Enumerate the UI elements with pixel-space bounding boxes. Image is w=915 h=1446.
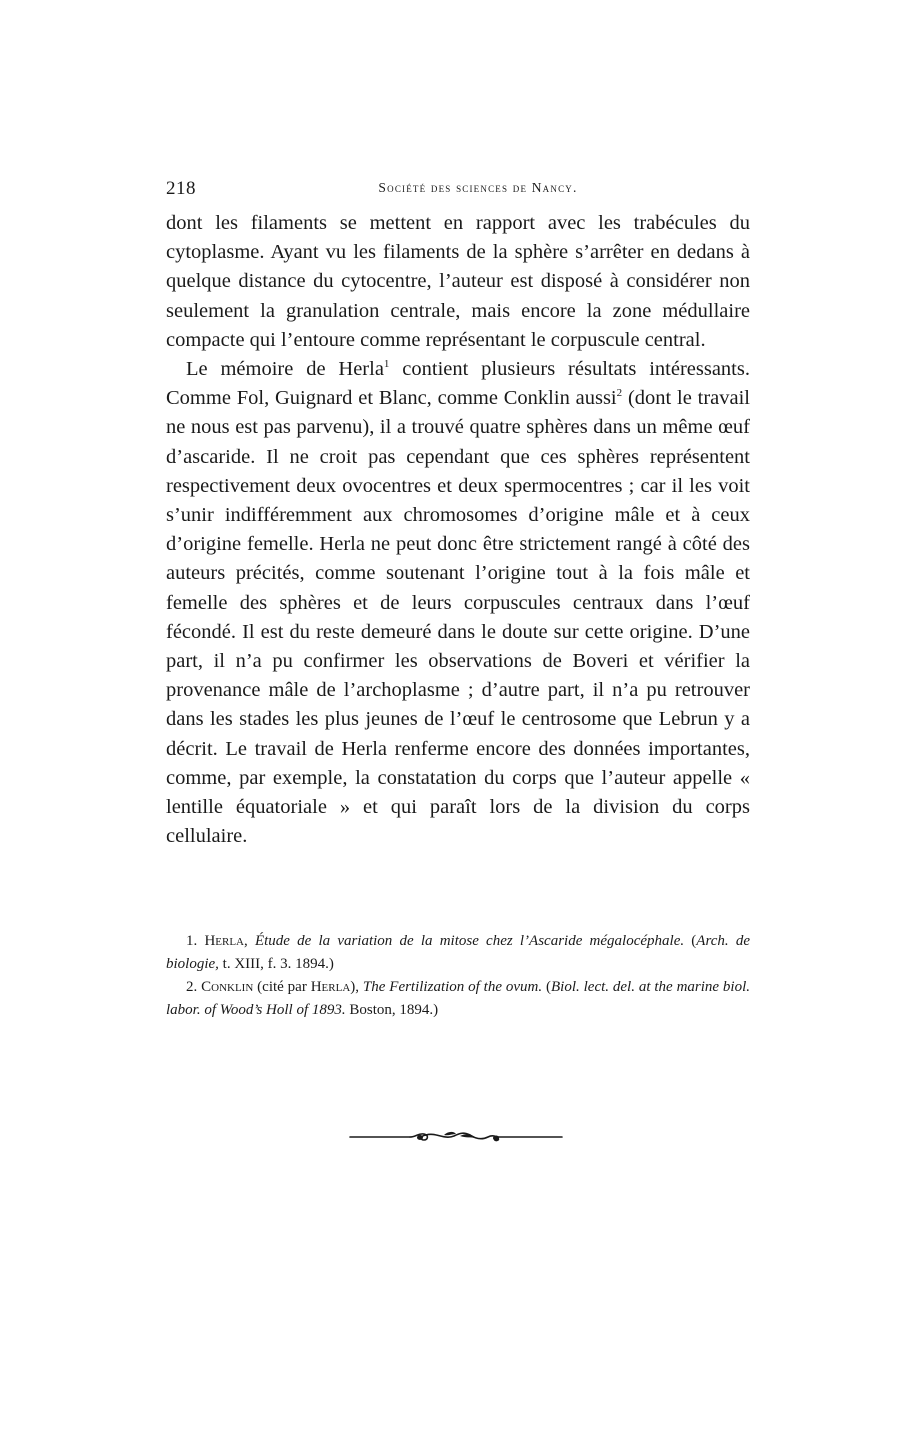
footnotes [166,930,750,1022]
journal-title: Société des sciences de Nancy. [378,180,578,195]
footnote-1-title: Étude de la variation de la mitose chez l’Ascaride mégalocéphale. [254,933,685,949]
footnote-1-details: t. XIII, f. 3. 1894.) [218,956,334,972]
paragraph-herla-part-a: Le mémoire de Herla [186,358,384,381]
paragraph-herla-part-b: contient plusieurs résultats intéressants. Comme Fol, Guignard et Blanc, comme Conklin aussi [166,358,750,410]
footnote-ref-2: 2 [616,387,623,400]
footnote-1-separator: , [244,933,255,949]
body-text [166,209,750,851]
footnote-2-author: Conklin [201,979,254,995]
footnote-1-number: 1. [186,933,205,949]
running-head [166,178,750,202]
footnote-ref-1: 1 [383,358,390,371]
footnote-2-details: Boston, 1894.) [345,1002,439,1018]
footnote-1-journal: Arch. de biologie, [166,933,750,972]
tailpiece-flourish-icon [348,1128,564,1146]
footnote-2-number: 2. [186,979,202,995]
paragraph-herla-part-c: (dont le travail ne nous est pas parvenu), il a trouvé quatre sphères dans un même œuf d’ascaride. Il ne croit pas cependant que ces sphères représentent respectivement deux ovocentres et deux spermocentres ; car il les voit s’unir indifféremment aux chromosomes d’origine mâle et à ceux d’origine femelle. Herla ne peut donc être strictement rangé à côté des auteurs précités, comme soutenant l’origine tout à la fois mâle et femelle des sphères et de leurs corpuscules centraux dans l’œuf fécondé. Il est du reste demeuré dans le doute sur cette origine. D’une part, il n’a pu confirmer les observations de Boveri et vérifier la provenance mâle de l’archoplasme ; d’autre part, il n’a pu retrouver dans les stades les plus jeunes de l’œuf le centrosome que Lebrun y a décrit. Le travail de Herla renferme encore des données importantes, comme, par exemple, la constatation du corps que l’auteur appelle « lentille équatoriale » et qui paraît lors de la division du corps cellulaire. [166,387,751,848]
paragraph-herla [166,355,750,851]
footnote-1-author: Herla [204,933,244,949]
footnote-2-cite-author: Herla [310,979,351,995]
page-number: 218 [166,178,196,199]
footnote-1-paren: ( [684,933,697,949]
paragraph-continued: dont les filaments se mettent en rapport avec les trabécules du cytoplasme. Ayant vu les filaments de la sphère s’arrêter en dedans à quelque distance du cytocentre, l’auteur est disposé à considérer non seulement la granulation centrale, mais encore la zone médullaire compacte qui l’entoure comme représentant le corpuscule central. [166,212,750,351]
footnote-2-paren: ( [542,979,551,995]
footnote-1 [166,930,750,976]
footnote-2-cite: (cité par [253,979,311,995]
footnote-2-title: The Fertilization of the ovum. [362,979,543,995]
footnote-2-close: ), [350,979,363,995]
footnote-2-journal: Biol. lect. del. at the marine biol. labor. of Wood’s Holl of 1893. [166,979,751,1018]
footnote-2 [166,976,750,1022]
